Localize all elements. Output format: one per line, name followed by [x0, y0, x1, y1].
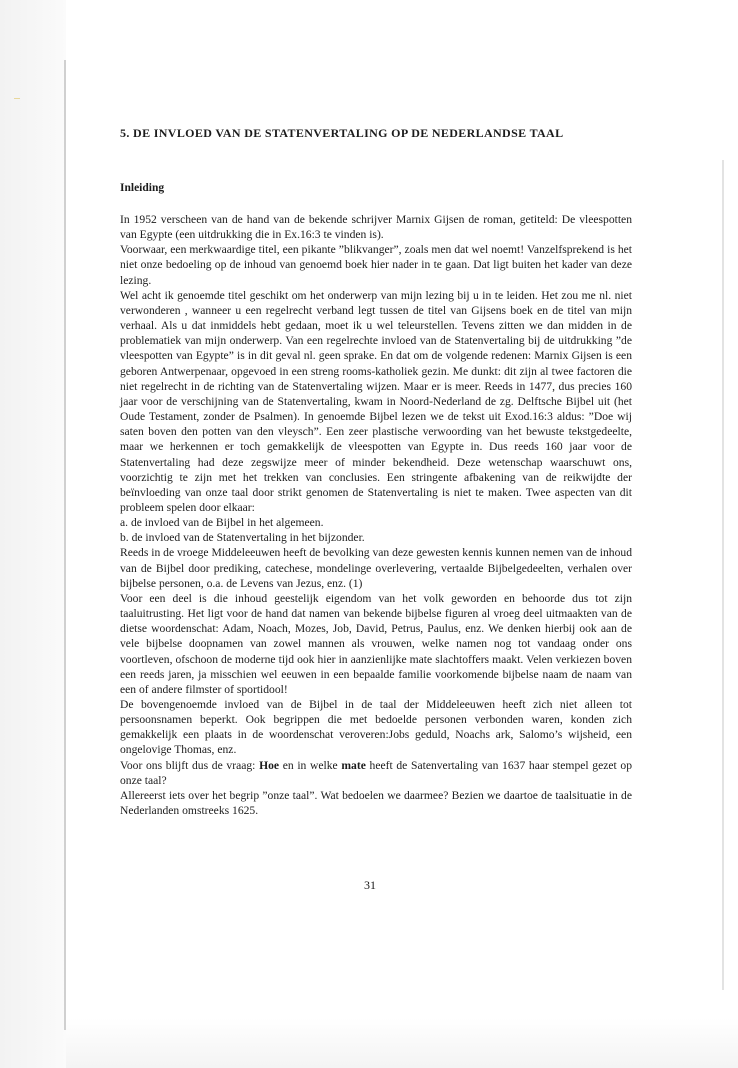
question-text-before: Voor ons blijft dus de vraag: — [120, 758, 260, 772]
chapter-title: 5. DE INVLOED VAN DE STATENVERTALING OP DE NEDERLANDSE TAAL — [120, 126, 564, 140]
page-edge-line — [64, 60, 66, 1030]
question-text-after: heeft de Satenvertaling van 1637 haar stempel gezet op onze taal? — [120, 758, 633, 787]
list-item-a: a. de invloed van de Bijbel in het algemeen. — [120, 516, 324, 530]
list-item-b: b. de invloed van de Statenvertaling in het bijzonder. — [120, 531, 365, 545]
bottom-page-shadow — [66, 1018, 738, 1068]
left-page-margin — [0, 0, 66, 1068]
page-number: 31 — [364, 878, 376, 892]
right-page-edge — [722, 160, 724, 990]
paragraph: Voor een deel is die inhoud geestelijk eigendom van het volk geworden en behoorde dus tot zijn taaluitrusting. Het ligt voor de hand dat namen van bekende bijbelse figuren al vroeg deel uitmaakten van de dietse woordenschat: Adam, Noach, Mozes, Job, David, Petrus, Paulus, enz. We denken hierbij ook aan de vele bijbelse doopnamen van zowel mannen als vrouwen, welke namen nog tot vandaag onder ons voortleven, ofschoon de moderne tijd ook hier in aanzienlijke mate slachtoffers maakt. Velen verkiezen boven een reeds jaren, ja misschien wel eeuwen in een bepaalde familie voorkomende bijbelse naam de naam van een of andere filmster of sportidool! — [120, 591, 632, 696]
section-heading: Inleiding — [120, 182, 165, 194]
paragraph: Reeds in de vroege Middeleeuwen heeft de bevolking van deze gewesten kennis kunnen nemen van de inhoud van de Bijbel door prediking, catechese, mondelinge overlevering, vertaalde Bijbelgedeelten, verhalen over bijbelse personen, o.a. de Levens van Jezus, enz. (1) — [120, 546, 632, 590]
paragraph: Voorwaar, een merkwaardige titel, een pikante ”blikvanger”, zoals men dat wel noemt! Vanzelfsprekend is het niet onze bedoeling op de inhoud van genoemd boek hier nader in te gaan. Dat ligt buiten het kader van deze lezing. — [120, 243, 632, 287]
page-content — [120, 126, 632, 818]
bold-word-hoe: Hoe — [259, 758, 280, 772]
bold-word-mate: mate — [341, 758, 366, 772]
margin-mark — [14, 98, 20, 99]
question-text-middle: en in welke — [279, 758, 342, 772]
paragraph: De bovengenoemde invloed van de Bijbel in de taal der Middeleeuwen heeft zich niet alleen tot persoonsnamen beperkt. Ook begrippen die met bedoelde personen verbonden waren, konden zich gemakkelijk een plaats in de woordenschat veroveren:Jobs geduld, Noachs ark, Salomo’s wijsheid, een ongelovige Thomas, enz. — [120, 698, 632, 757]
body-text — [120, 212, 632, 818]
paragraph: Wel acht ik genoemde titel geschikt om het onderwerp van mijn lezing bij u in te leiden. Het zou me nl. niet verwonderen , wanneer u een regelrecht verband legt tussen de titel van Gijsens boek en de titel van mijn verhaal. Als u dat inmiddels hebt gedaan, moet ik u wel teleurstellen. Tevens zitten we dan midden in de problematiek van mijn onderwerp. Van een regelrechte invloed van de Statenvertaling bij de uitdrukking ”de vleespotten van Egypte” is in dit geval nl. geen sprake. En dat om de volgende redenen: Marnix Gijsen is een geboren Antwerpenaar, opgevoed in een streng rooms-katholiek gezin. Me dunkt: dit zijn al twee factoren die niet regelrecht in de richting van de Statenvertaling wijzen. Maar er is meer. Reeds in 1477, dus precies 160 jaar voor de verschijning van de Statenvertaling, kwam in Noord-Nederland de zg. Delftsche Bijbel uit (het Oude Testament, zonder de Psalmen). In genoemde Bijbel lezen we de tekst uit Exod.16:3 aldus: ”Doe wij saten boven den potten van den vleysch”. Een zeer plastische verwoording van het bewuste tekstgedeelte, maar we herkennen er toch gemakkelijk de vleespotten van Egypte in. Dus reeds 160 jaar voor de Statenvertaling had deze zegswijze meer of minder bekendheid. Deze wetenschap waarschuwt ons, voorzichtig te zijn met het trekken van conclusies. Een stringente afbakening van de reikwijdte der beïnvloeding van onze taal door strikt genomen de Statenvertaling is niet te maken. Twee aspecten van dit probleem spelen door elkaar: — [120, 288, 632, 514]
question-paragraph — [120, 758, 632, 788]
final-paragraph: Allereerst iets over het begrip ”onze taal”. Wat bedoelen we daarmee? Bezien we daartoe de taalsituatie in de Nederlanden omstreeks 1625. — [120, 788, 632, 818]
paragraph: In 1952 verscheen van de hand van de bekende schrijver Marnix Gijsen de roman, getiteld: De vleespotten van Egypte (een uitdrukking die in Ex.16:3 te vinden is). — [120, 213, 632, 242]
